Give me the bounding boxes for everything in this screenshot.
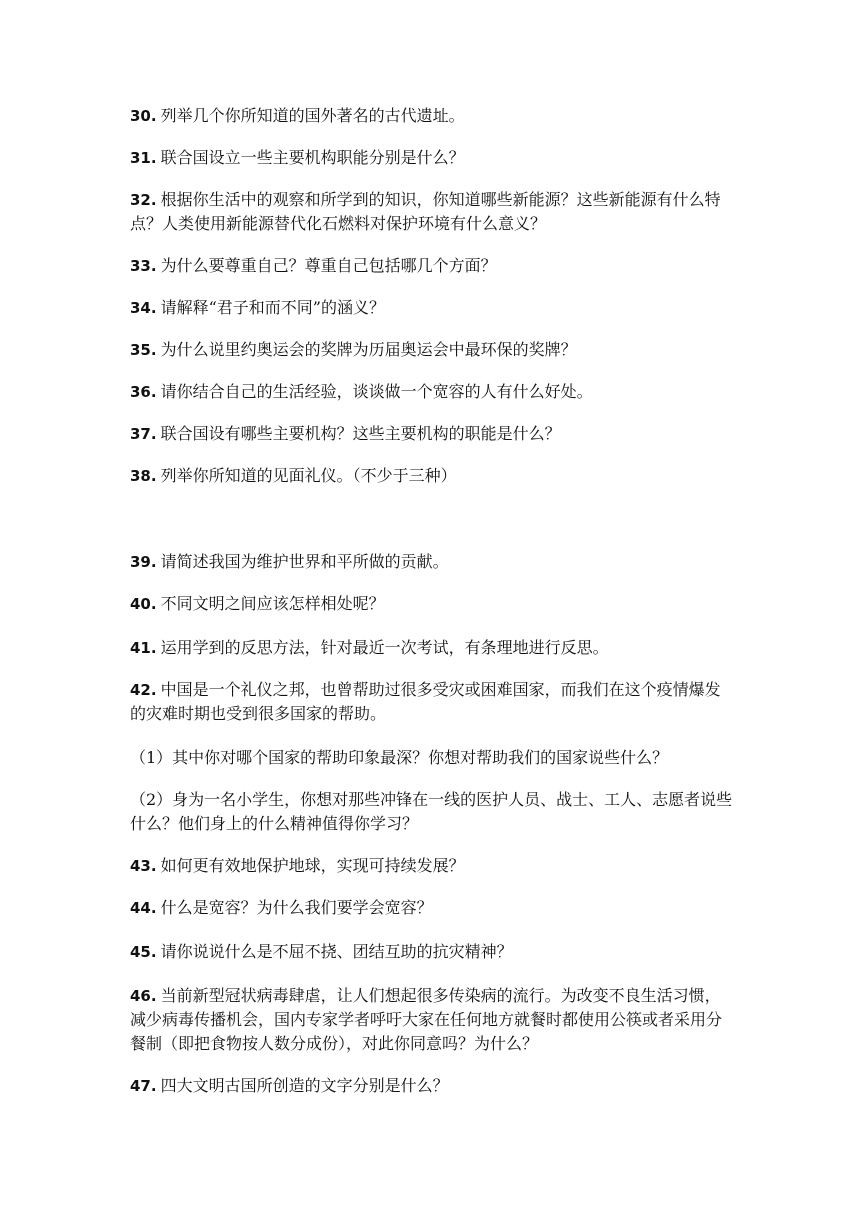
question-text: 不同文明之间应该怎样相处呢？ [160,594,385,613]
question-text: 当前新型冠状病毒肆虐，让人们想起很多传染病的流行。为改变不良生活习惯，减少病毒传播机会，国内专家学者呼吁大家在任何地方就餐时都使用公筷或者采用分餐制（即把食物按人数分成份），对此你同意吗？为什么？ [130,986,723,1053]
question-32 [130,188,735,236]
question-number: 34. [130,299,157,317]
question-number: 32. [130,191,157,209]
question-42-sub-1: （1）其中你对哪个国家的帮助印象最深？你想对帮助我们的国家说些什么？ [130,748,669,767]
question-text: 列举你所知道的见面礼仪。（不少于三种） [160,466,457,485]
question-number: 33. [130,257,157,275]
question-number: 44. [130,899,157,917]
question-text: 四大文明古国所创造的文字分别是什么？ [160,1076,449,1095]
question-36 [130,380,735,404]
question-text: 什么是宽容？为什么我们要学会宽容？ [160,898,433,917]
question-number: 42. [130,681,157,699]
question-42 [130,678,735,726]
question-number: 43. [130,857,157,875]
question-text: 请简述我国为维护世界和平所做的贡献。 [160,552,449,571]
question-number: 38. [130,467,157,485]
question-34 [130,296,735,320]
question-text: 为什么要尊重自己？尊重自己包括哪几个方面？ [160,256,497,275]
question-text: 运用学到的反思方法，针对最近一次考试，有条理地进行反思。 [160,638,609,657]
question-44 [130,896,735,920]
question-number: 35. [130,341,157,359]
question-41 [130,636,735,660]
question-31 [130,146,735,170]
question-39 [130,550,735,574]
question-number: 41. [130,639,157,657]
question-43 [130,854,735,878]
question-38 [130,464,735,488]
question-number: 30. [130,107,157,125]
question-text: 为什么说里约奥运会的奖牌为历届奥运会中最环保的奖牌？ [160,340,577,359]
question-text: 列举几个你所知道的国外著名的古代遗址。 [160,106,465,125]
question-33 [130,254,735,278]
question-number: 47. [130,1077,157,1095]
question-number: 31. [130,149,157,167]
question-text: 联合国设有哪些主要机构？这些主要机构的职能是什么？ [160,424,561,443]
question-35 [130,338,735,362]
question-text: 中国是一个礼仪之邦，也曾帮助过很多受灾或困难国家，而我们在这个疫情爆发的灾难时期也受到很多国家的帮助。 [130,680,721,723]
question-number: 46. [130,987,157,1005]
question-text: 请解释“君子和而不同”的涵义？ [160,298,385,317]
question-30 [130,104,735,128]
question-text: 联合国设立一些主要机构职能分别是什么？ [160,148,465,167]
question-40 [130,592,735,616]
question-text: 请你结合自己的生活经验，谈谈做一个宽容的人有什么好处。 [160,382,593,401]
question-37 [130,422,735,446]
question-text: 如何更有效地保护地球，实现可持续发展？ [160,856,465,875]
question-42-sub-2: （2）身为一名小学生，你想对那些冲锋在一线的医护人员、战士、工人、志愿者说些什么？他们身上的什么精神值得你学习？ [130,790,733,833]
question-number: 36. [130,383,157,401]
question-number: 37. [130,425,157,443]
question-text: 根据你生活中的观察和所学到的知识，你知道哪些新能源？这些新能源有什么特点？人类使用新能源替代化石燃料对保护环境有什么意义？ [130,190,721,233]
question-number: 39. [130,553,157,571]
question-46 [130,984,735,1056]
question-number: 45. [130,943,157,961]
question-47 [130,1074,735,1098]
question-text: 请你说说什么是不屈不挠、团结互助的抗灾精神？ [160,942,513,961]
question-45 [130,940,735,964]
question-number: 40. [130,595,157,613]
